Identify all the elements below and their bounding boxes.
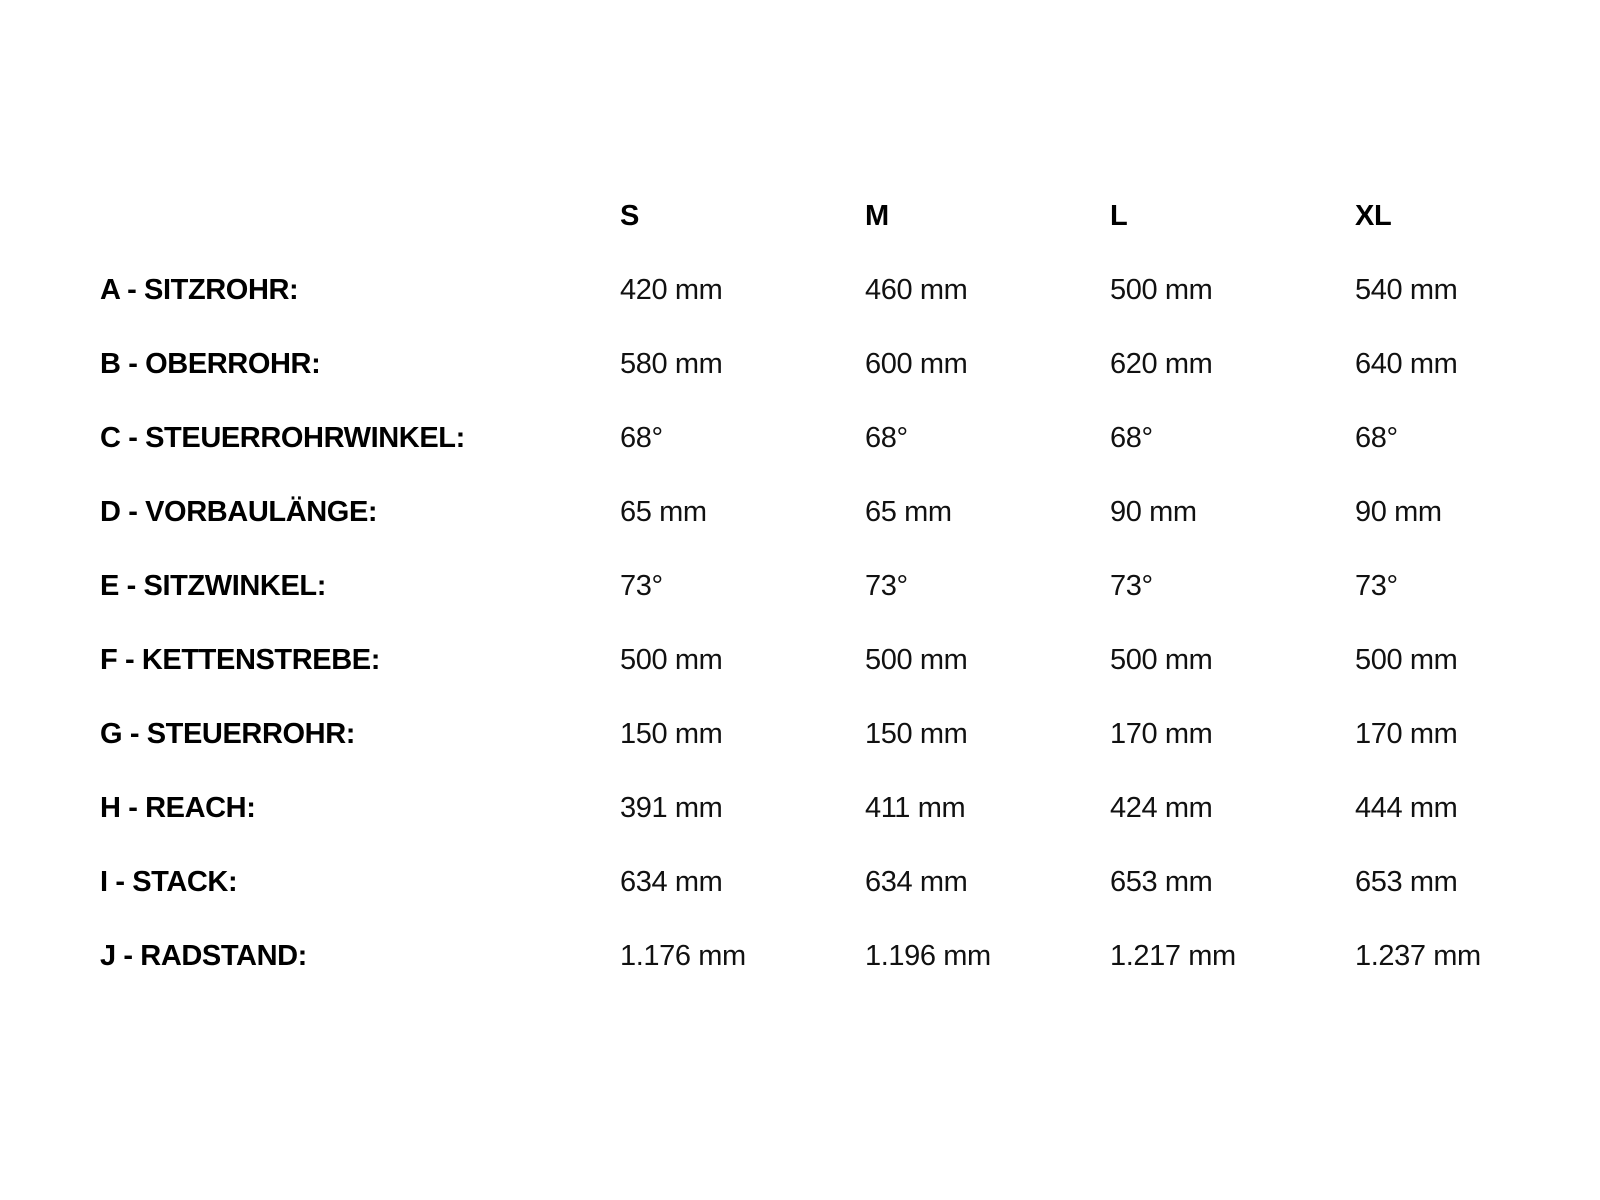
value-cell: 640 mm — [1355, 347, 1458, 380]
value-cell: 73° — [865, 569, 908, 602]
value-cell: 150 mm — [620, 717, 723, 750]
row-label: I - STACK: — [100, 865, 238, 898]
value-cell: 411 mm — [865, 791, 966, 824]
row-label: J - RADSTAND: — [100, 939, 307, 972]
value-cell: 500 mm — [1355, 643, 1458, 676]
column-header-m: M — [865, 199, 889, 232]
value-cell: 500 mm — [1110, 643, 1213, 676]
value-cell: 420 mm — [620, 273, 723, 306]
value-cell: 1.196 mm — [865, 939, 991, 972]
value-cell: 90 mm — [1110, 495, 1197, 528]
value-cell: 73° — [1355, 569, 1398, 602]
value-cell: 65 mm — [620, 495, 707, 528]
value-cell: 68° — [1355, 421, 1398, 454]
value-cell: 1.176 mm — [620, 939, 746, 972]
geometry-table — [100, 179, 1600, 993]
value-cell: 150 mm — [865, 717, 968, 750]
value-cell: 424 mm — [1110, 791, 1213, 824]
column-header-l: L — [1110, 199, 1128, 232]
value-cell: 68° — [1110, 421, 1153, 454]
value-cell: 540 mm — [1355, 273, 1458, 306]
value-cell: 620 mm — [1110, 347, 1213, 380]
value-cell: 90 mm — [1355, 495, 1442, 528]
value-cell: 65 mm — [865, 495, 952, 528]
value-cell: 1.217 mm — [1110, 939, 1236, 972]
value-cell: 500 mm — [1110, 273, 1213, 306]
value-cell: 170 mm — [1110, 717, 1213, 750]
value-cell: 580 mm — [620, 347, 723, 380]
column-header-s: S — [620, 199, 639, 232]
value-cell: 391 mm — [620, 791, 723, 824]
value-cell: 653 mm — [1110, 865, 1213, 898]
value-cell: 444 mm — [1355, 791, 1458, 824]
row-label: H - REACH: — [100, 791, 256, 824]
value-cell: 73° — [620, 569, 663, 602]
row-label: C - STEUERROHRWINKEL: — [100, 421, 465, 454]
value-cell: 653 mm — [1355, 865, 1458, 898]
value-cell: 68° — [865, 421, 908, 454]
row-label: G - STEUERROHR: — [100, 717, 356, 750]
column-header-xl: XL — [1355, 199, 1392, 232]
value-cell: 1.237 mm — [1355, 939, 1481, 972]
value-cell: 73° — [1110, 569, 1153, 602]
value-cell: 170 mm — [1355, 717, 1458, 750]
row-label: F - KETTENSTREBE: — [100, 643, 380, 676]
value-cell: 460 mm — [865, 273, 968, 306]
row-label: B - OBERROHR: — [100, 347, 321, 380]
row-label: D - VORBAULÄNGE: — [100, 495, 378, 528]
value-cell: 634 mm — [865, 865, 968, 898]
value-cell: 500 mm — [865, 643, 968, 676]
value-cell: 600 mm — [865, 347, 968, 380]
value-cell: 500 mm — [620, 643, 723, 676]
row-label: E - SITZWINKEL: — [100, 569, 326, 602]
row-label: A - SITZROHR: — [100, 273, 299, 306]
value-cell: 634 mm — [620, 865, 723, 898]
value-cell: 68° — [620, 421, 663, 454]
